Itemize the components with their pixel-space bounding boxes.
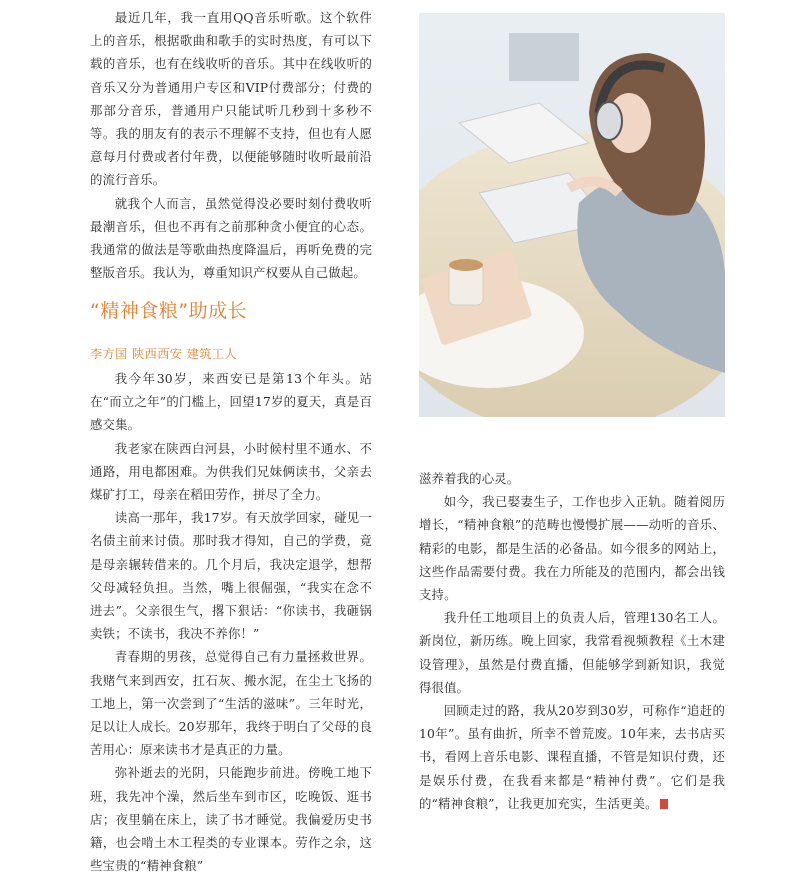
article-column-left-top [90,6,372,284]
article-column-right [419,467,725,815]
paragraph: 就我个人而言，虽然觉得没必要时刻付费收听最潮音乐，但也不再有之前那种贪小便宜的心态。我通常的做法是等歌曲热度降温后，再听免费的完整版音乐。我认为，尊重知识产权要从自己做起。 [90,195,372,281]
paragraph: 滋养着我的心灵。 [419,471,520,486]
paragraph-text: 回顾走过的路，我从20岁到30岁，可称作“追赶的10年”。虽有曲折，所幸不曾荒废。10年来，去书店买书，看网上音乐电影、课程直播，不管是知识付费，还是娱乐付费，在我看来都是“精神付费”。它们是我的“精神食粮”，让我更加充实，生活更美。 [419,703,725,811]
photo-illustration-icon [419,13,725,417]
paragraph: 最近几年，我一直用QQ音乐听歌。这个软件上的音乐，根据歌曲和歌手的实时热度，有可以下载的音乐，也有在线收听的音乐。其中在线收听的音乐又分为普通用户专区和VIP付费部分；付费的那部分音乐，普通用户只能试听几秒到十多秒不等。我的朋友有的表示不理解不支持，但也有人愿意每月付费或者付年费，以便能够随时收听最前沿的流行音乐。 [90,10,372,188]
paragraph: 我升任工地项目上的负责人后，管理130名工人。新岗位，新历练。晚上回家，我常看视频教程《土木建设管理》，虽然是付费直播，但能够学到新知识，我觉得很值。 [419,610,725,695]
article-column-left-bottom [90,367,372,877]
paragraph-last [419,699,725,815]
paragraph: 弥补逝去的光阴，只能跑步前进。傍晚工地下班，我先冲个澡，然后坐车到市区，吃晚饭、逛书店；夜里躺在床上，读了书才睡觉。我偏爱历史书籍，也会啃土木工程类的专业课本。劳作之余，这些宝贵的“精神食粮” [90,765,372,874]
paragraph: 如今，我已娶妻生子，工作也步入正轨。随着阅历增长，“精神食粮”的范畴也慢慢扩展——动听的音乐、精彩的电影，都是生活的必备品。如今很多的网站上，这些作品需要付费。我在力所能及的范围内，都会出钱支持。 [419,494,725,603]
paragraph: 我今年30岁，来西安已是第13个年头。站在“而立之年”的门槛上，回望17岁的夏天，真是百感交集。 [90,371,372,433]
paragraph: 我老家在陕西白河县，小时候村里不通水、不通路，用电都困难。为供我们兄妹俩读书，父亲去煤矿打工，母亲在稻田劳作，拼尽了全力。 [90,440,372,503]
article-photo [419,13,725,417]
paragraph: 青春期的男孩，总觉得自己有力量拯救世界。我赌气来到西安，扛石灰、搬水泥，在尘土飞扬的工地上，第一次尝到了“生活的滋味”。三年时光，足以让人成长。20岁那年，我终于明白了父母的良苦用心：原来读书才是真正的力量。 [90,649,372,758]
author-byline: 李方国 陕西西安 建筑工人 [90,347,238,361]
end-mark-icon [660,799,668,809]
section-title: “精神食粮”助成长 [90,300,248,322]
paragraph: 读高一那年，我17岁。有天放学回家，碰见一名债主前来讨债。那时我才得知，自己的学费，竟是母亲辗转借来的。几个月后，我决定退学，想帮父母减轻负担。当然，嘴上很倔强，“我实在念不进去”。父亲很生气，撂下狠话：“你读书，我砸锅卖铁；不读书，我决不养你！” [90,510,372,642]
